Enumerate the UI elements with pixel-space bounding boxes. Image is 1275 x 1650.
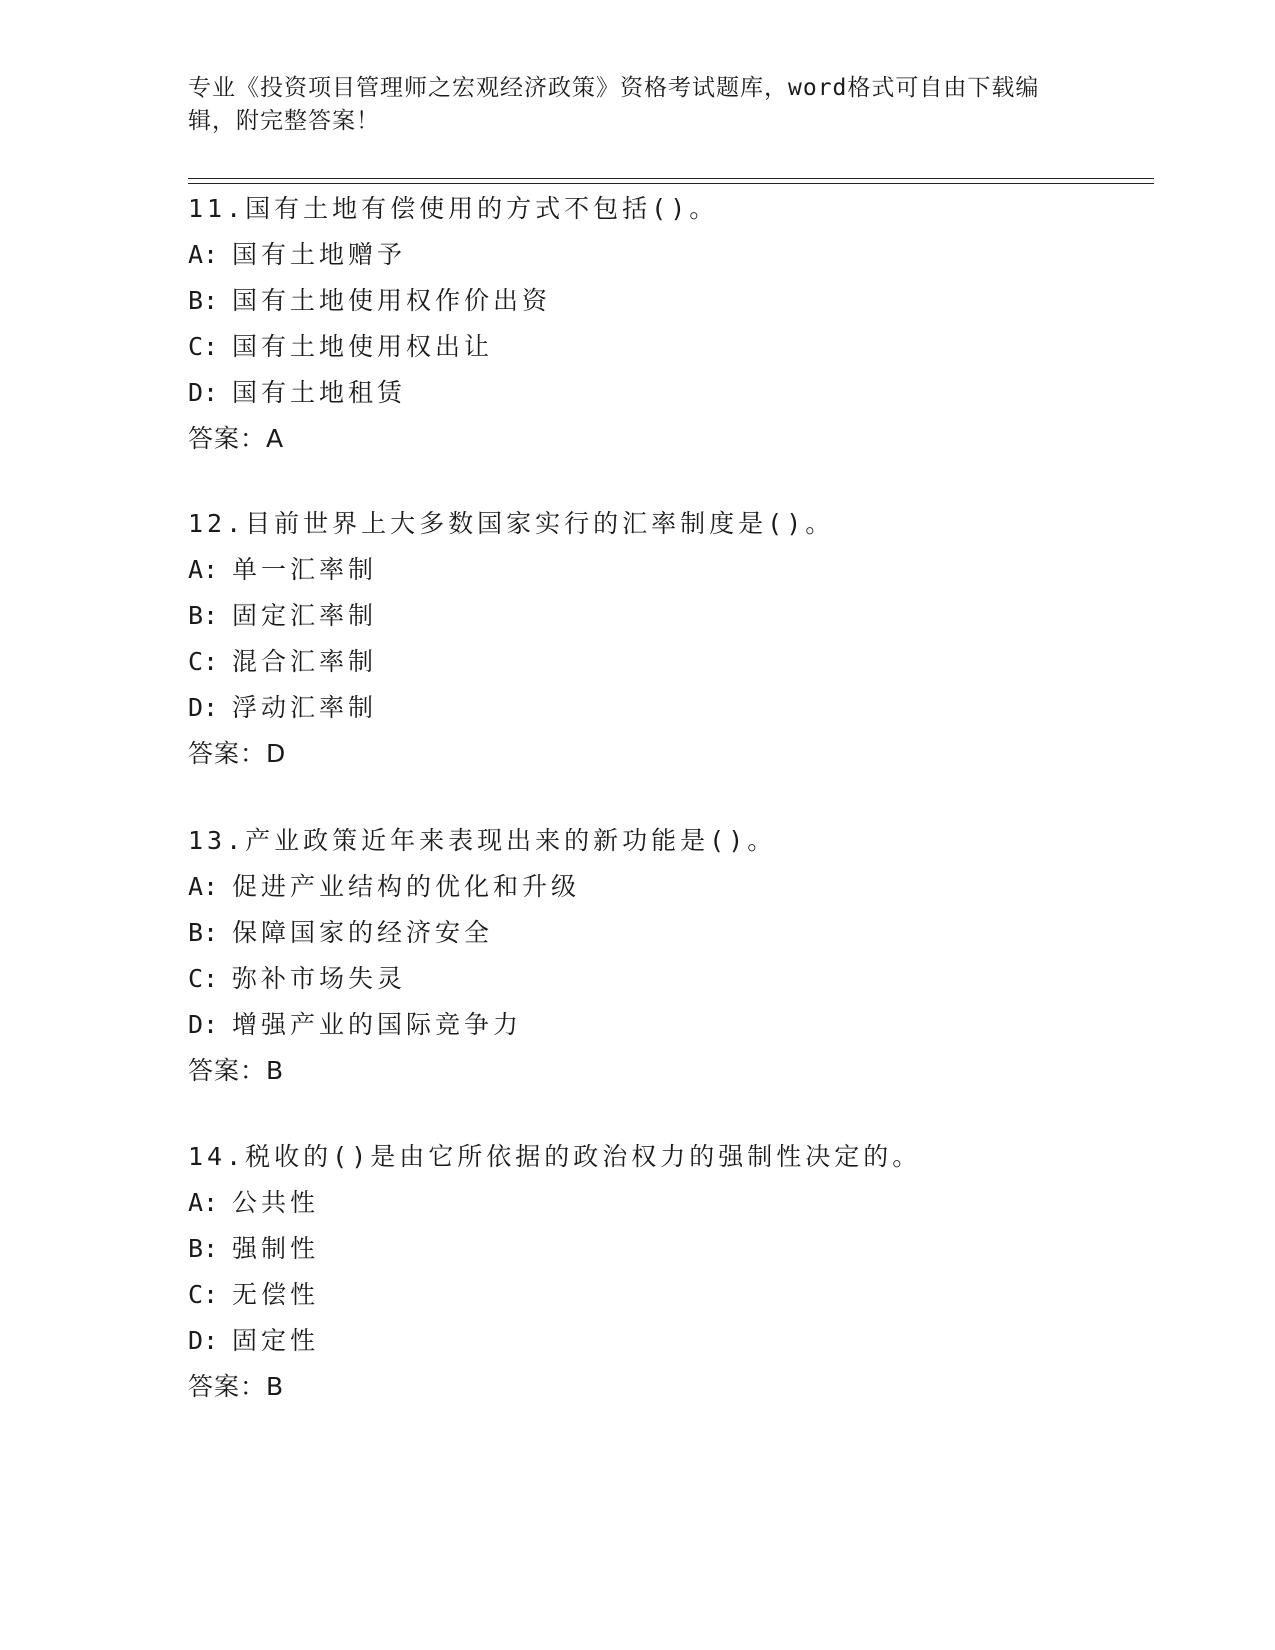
option-text: 固定性 [232, 1326, 320, 1355]
option-letter: B: [188, 601, 219, 630]
option-text: 国有土地使用权出让 [232, 332, 494, 361]
question-13 [188, 818, 1148, 1094]
option-text: 混合汇率制 [232, 647, 378, 676]
option-c [188, 1272, 1148, 1318]
option-text: 国有土地使用权作价出资 [232, 286, 552, 315]
question-11 [188, 186, 1148, 462]
option-text: 促进产业结构的优化和升级 [232, 872, 581, 901]
question-14 [188, 1134, 1148, 1410]
option-text: 国有土地租赁 [232, 378, 407, 407]
question-stem: 11.国有土地有偿使用的方式不包括()。 [188, 194, 719, 223]
option-d [188, 1002, 1148, 1048]
option-text: 固定汇率制 [232, 601, 378, 630]
option-a [188, 547, 1148, 593]
option-letter: C: [188, 964, 219, 993]
question-stem: 13.产业政策近年来表现出来的新功能是()。 [188, 826, 777, 855]
option-letter: B: [188, 286, 219, 315]
question-12 [188, 501, 1148, 777]
option-letter: D: [188, 693, 219, 722]
header-line-2: 辑，附完整答案！ [188, 108, 380, 134]
header-divider-bottom [188, 183, 1154, 184]
option-letter: A: [188, 1188, 219, 1217]
option-text: 单一汇率制 [232, 555, 378, 584]
option-b [188, 1226, 1148, 1272]
option-letter: B: [188, 918, 219, 947]
option-b [188, 593, 1148, 639]
option-a [188, 1180, 1148, 1226]
answer-line: 答案：D [188, 739, 287, 768]
option-letter: C: [188, 332, 219, 361]
option-a [188, 232, 1148, 278]
option-text: 公共性 [232, 1188, 320, 1217]
answer-line: 答案：B [188, 1372, 285, 1401]
option-letter: A: [188, 240, 219, 269]
option-text: 无偿性 [232, 1280, 320, 1309]
option-letter: A: [188, 872, 219, 901]
option-letter: A: [188, 555, 219, 584]
option-d [188, 370, 1148, 416]
option-d [188, 1318, 1148, 1364]
option-letter: D: [188, 1010, 219, 1039]
option-text: 浮动汇率制 [232, 693, 378, 722]
option-a [188, 864, 1148, 910]
document-header [188, 72, 1088, 138]
question-stem: 12.目前世界上大多数国家实行的汇率制度是()。 [188, 509, 835, 538]
option-text: 强制性 [232, 1234, 320, 1263]
answer-line: 答案：A [188, 424, 285, 453]
option-b [188, 278, 1148, 324]
option-text: 弥补市场失灵 [232, 964, 407, 993]
option-b [188, 910, 1148, 956]
option-letter: D: [188, 378, 219, 407]
option-text: 增强产业的国际竞争力 [232, 1010, 523, 1039]
answer-line: 答案：B [188, 1056, 285, 1085]
header-line-1: 专业《投资项目管理师之宏观经济政策》资格考试题库，word格式可自由下载编 [188, 75, 1040, 101]
option-letter: C: [188, 647, 219, 676]
option-c [188, 956, 1148, 1002]
option-letter: B: [188, 1234, 219, 1263]
option-letter: C: [188, 1280, 219, 1309]
option-text: 国有土地赠予 [232, 240, 407, 269]
option-c [188, 639, 1148, 685]
header-divider-top [188, 178, 1154, 179]
option-c [188, 324, 1148, 370]
option-text: 保障国家的经济安全 [232, 918, 494, 947]
option-d [188, 685, 1148, 731]
question-stem: 14.税收的()是由它所依据的政治权力的强制性决定的。 [188, 1142, 922, 1171]
option-letter: D: [188, 1326, 219, 1355]
